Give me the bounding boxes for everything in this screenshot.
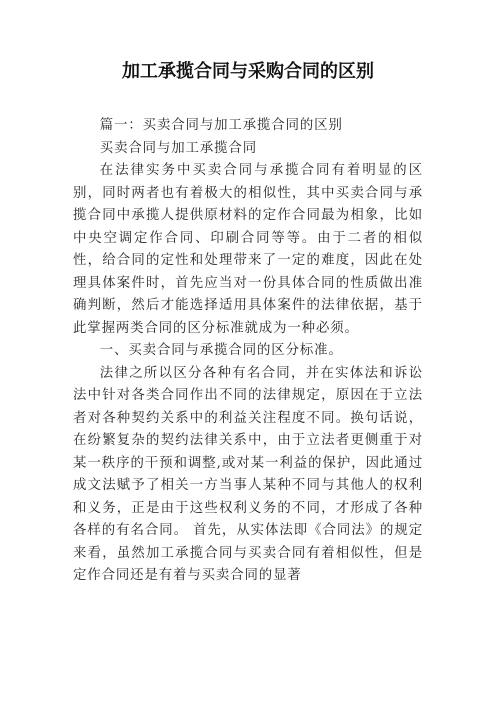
document-body	[73, 115, 423, 588]
subheading-paragraph: 买卖合同与加工承揽合同	[99, 140, 257, 156]
section-heading-paragraph: 篇一：买卖合同与加工承揽合同的区别	[99, 118, 343, 133]
body-paragraph: 法律之所以区分各种有名合同，并在实体法和诉讼法中针对各类合同作出不同的法律规定，原因在于立法者对各种契约关系中的利益关注程度不同。换句话说，在纷繁复杂的契约法律关系中，由于立法者更侧重于对某一秩序的干预和调整,或对某一利益的保护，因此通过成文法赋予了相关一方当事人某种不同与其他人的权利和义务，正是由于这些权利义务的不同，才形成了各种各样的有名合同。 首先，从实体法即《合同法》的规定来看，虽然加工承揽合同与买卖合同有着相似性，但是定作合同还是有着与买卖合同的显著	[73, 365, 423, 583]
numbered-heading-paragraph: 一、买卖合同与承揽合同的区分标准。	[99, 343, 343, 358]
body-paragraph: 在法律实务中买卖合同与承揽合同有着明显的区别，同时两者也有着极大的相似性，其中买卖合同与承揽合同中承揽人提供原材料的定作合同最为相象，比如中央空调定作合同、印刷合同等等。由于二者的相似性，给合同的定性和处理带来了一定的难度，因此在处理具体案件时，首先应当对一份具体合同的性质做出准确判断，然后才能选择适用具体案件的法律依据，基于此掌握两类合同的区分标准就成为一种必须。	[73, 163, 423, 336]
document-title: 加工承揽合同与采购合同的区别	[122, 61, 374, 82]
